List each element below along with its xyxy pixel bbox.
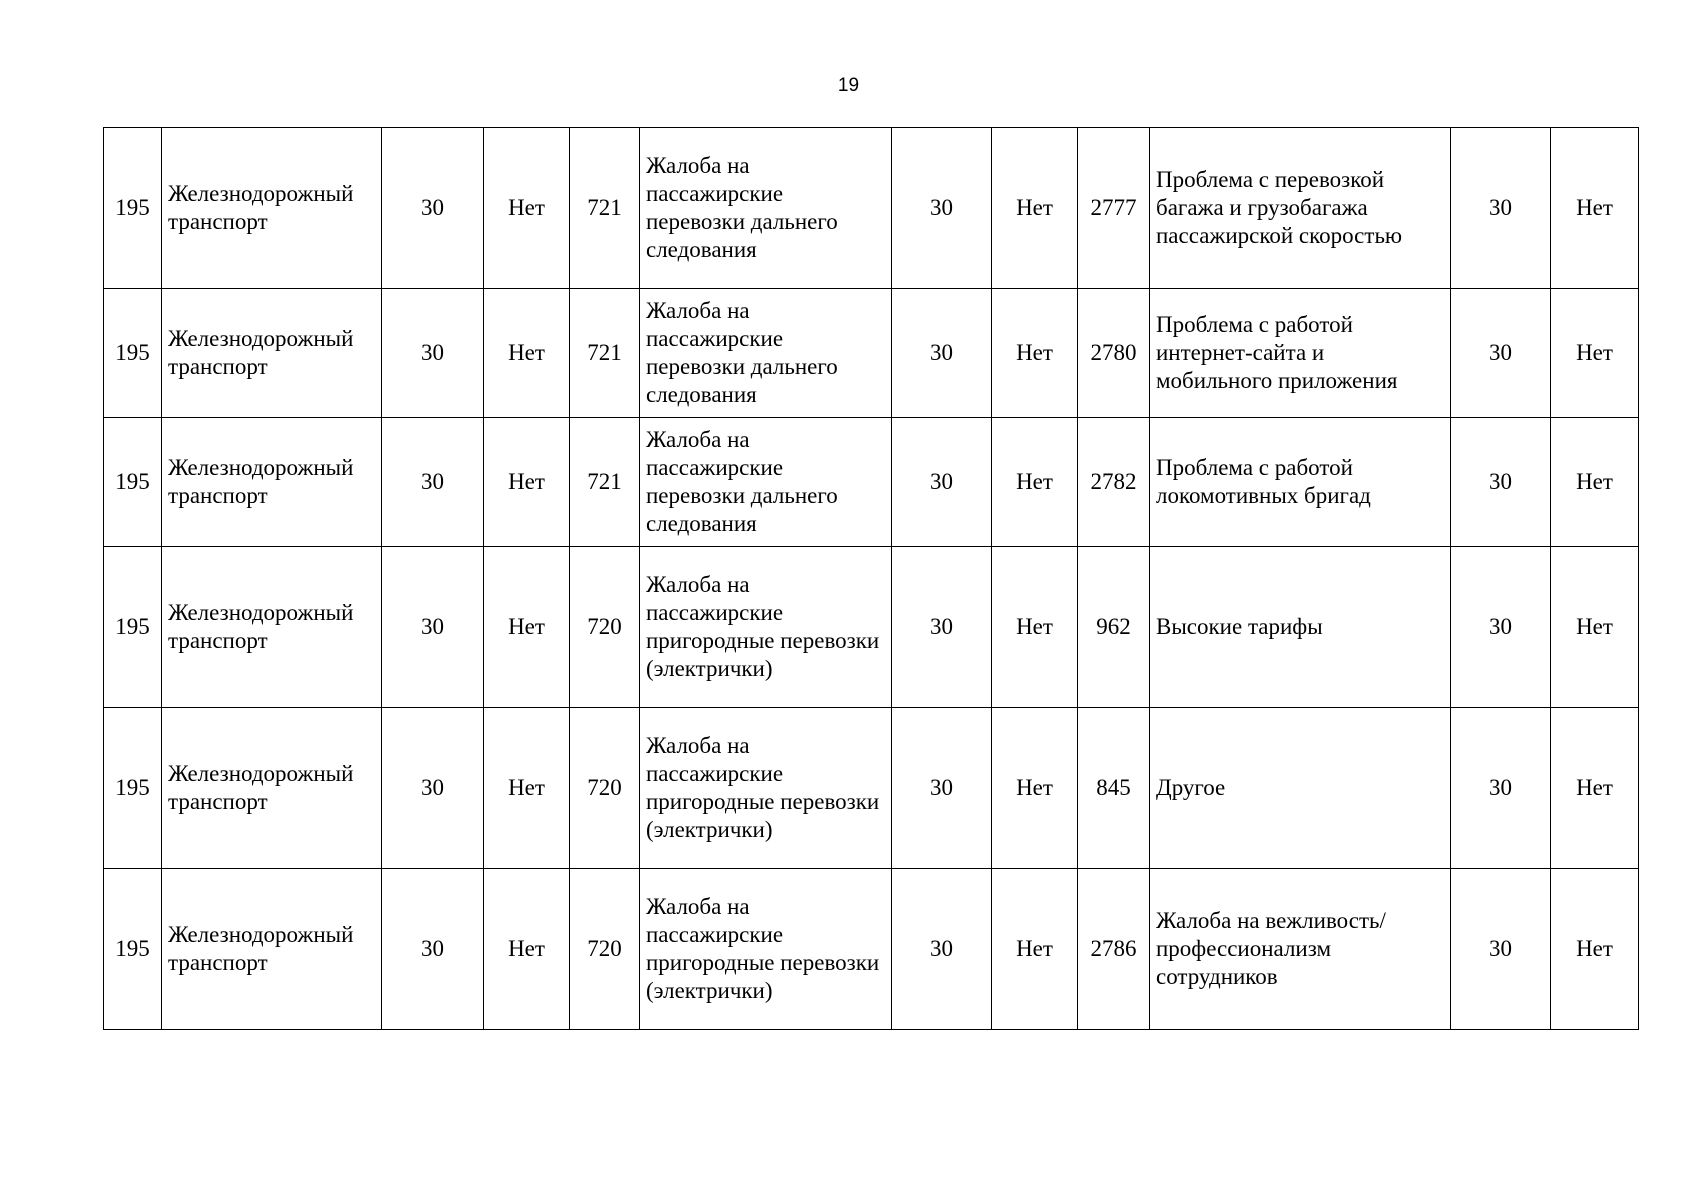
cell-subtopic: Другое (1150, 708, 1451, 869)
cell-id: 195 (104, 289, 162, 418)
cell-days-3: 30 (1451, 128, 1551, 289)
cell-code-3: 2782 (1078, 418, 1150, 547)
cell-days-2: 30 (892, 289, 992, 418)
cell-code-3: 2780 (1078, 289, 1150, 418)
cell-code-3: 2786 (1078, 869, 1150, 1030)
cell-flag-2: Нет (992, 128, 1078, 289)
table-row (104, 869, 1639, 1030)
cell-code-2: 721 (570, 289, 640, 418)
cell-subtopic: Жалоба на вежливость/профессионализм сотрудников (1150, 869, 1451, 1030)
cell-code-3: 962 (1078, 547, 1150, 708)
cell-flag-1: Нет (484, 869, 570, 1030)
cell-category: Железнодорожный транспорт (162, 708, 382, 869)
cell-subtopic: Проблема с перевозкой багажа и грузобагажа пассажирской скоростью (1150, 128, 1451, 289)
cell-code-3: 845 (1078, 708, 1150, 869)
cell-code-2: 720 (570, 708, 640, 869)
cell-days-3: 30 (1451, 418, 1551, 547)
cell-topic: Жалоба на пассажирские пригородные перевозки (электрички) (640, 708, 892, 869)
cell-category: Железнодорожный транспорт (162, 869, 382, 1030)
cell-flag-3: Нет (1551, 128, 1639, 289)
cell-days-1: 30 (382, 418, 484, 547)
cell-topic: Жалоба на пассажирские пригородные перевозки (электрички) (640, 869, 892, 1030)
cell-id: 195 (104, 128, 162, 289)
cell-subtopic: Проблема с работой интернет-сайта и мобильного приложения (1150, 289, 1451, 418)
cell-days-1: 30 (382, 869, 484, 1030)
cell-flag-1: Нет (484, 708, 570, 869)
cell-days-3: 30 (1451, 708, 1551, 869)
cell-days-1: 30 (382, 547, 484, 708)
cell-days-2: 30 (892, 547, 992, 708)
cell-days-1: 30 (382, 289, 484, 418)
page-number: 19 (837, 75, 860, 96)
classification-table (103, 127, 1639, 1030)
cell-category: Железнодорожный транспорт (162, 128, 382, 289)
cell-flag-2: Нет (992, 869, 1078, 1030)
cell-days-2: 30 (892, 869, 992, 1030)
cell-days-2: 30 (892, 708, 992, 869)
cell-days-1: 30 (382, 708, 484, 869)
cell-topic: Жалоба на пассажирские перевозки дальнего следования (640, 289, 892, 418)
cell-flag-2: Нет (992, 547, 1078, 708)
cell-category: Железнодорожный транспорт (162, 289, 382, 418)
cell-flag-3: Нет (1551, 708, 1639, 869)
cell-id: 195 (104, 547, 162, 708)
cell-subtopic: Проблема с работой локомотивных бригад (1150, 418, 1451, 547)
table-row (104, 418, 1639, 547)
cell-flag-1: Нет (484, 418, 570, 547)
cell-flag-3: Нет (1551, 869, 1639, 1030)
cell-flag-2: Нет (992, 708, 1078, 869)
cell-code-3: 2777 (1078, 128, 1150, 289)
cell-topic: Жалоба на пассажирские перевозки дальнего следования (640, 418, 892, 547)
table-row (104, 289, 1639, 418)
cell-flag-1: Нет (484, 289, 570, 418)
cell-id: 195 (104, 418, 162, 547)
cell-code-2: 721 (570, 128, 640, 289)
cell-flag-3: Нет (1551, 418, 1639, 547)
cell-flag-2: Нет (992, 418, 1078, 547)
cell-subtopic: Высокие тарифы (1150, 547, 1451, 708)
cell-id: 195 (104, 708, 162, 869)
cell-code-2: 720 (570, 547, 640, 708)
cell-flag-3: Нет (1551, 289, 1639, 418)
table-row (104, 708, 1639, 869)
cell-days-3: 30 (1451, 547, 1551, 708)
cell-category: Железнодорожный транспорт (162, 547, 382, 708)
cell-topic: Жалоба на пассажирские перевозки дальнего следования (640, 128, 892, 289)
cell-days-2: 30 (892, 128, 992, 289)
cell-flag-2: Нет (992, 289, 1078, 418)
cell-days-2: 30 (892, 418, 992, 547)
cell-code-2: 721 (570, 418, 640, 547)
cell-days-3: 30 (1451, 869, 1551, 1030)
cell-days-3: 30 (1451, 289, 1551, 418)
cell-code-2: 720 (570, 869, 640, 1030)
table-row (104, 547, 1639, 708)
cell-flag-1: Нет (484, 128, 570, 289)
cell-topic: Жалоба на пассажирские пригородные перевозки (электрички) (640, 547, 892, 708)
cell-days-1: 30 (382, 128, 484, 289)
cell-id: 195 (104, 869, 162, 1030)
cell-flag-1: Нет (484, 547, 570, 708)
cell-flag-3: Нет (1551, 547, 1639, 708)
table-row (104, 128, 1639, 289)
cell-category: Железнодорожный транспорт (162, 418, 382, 547)
